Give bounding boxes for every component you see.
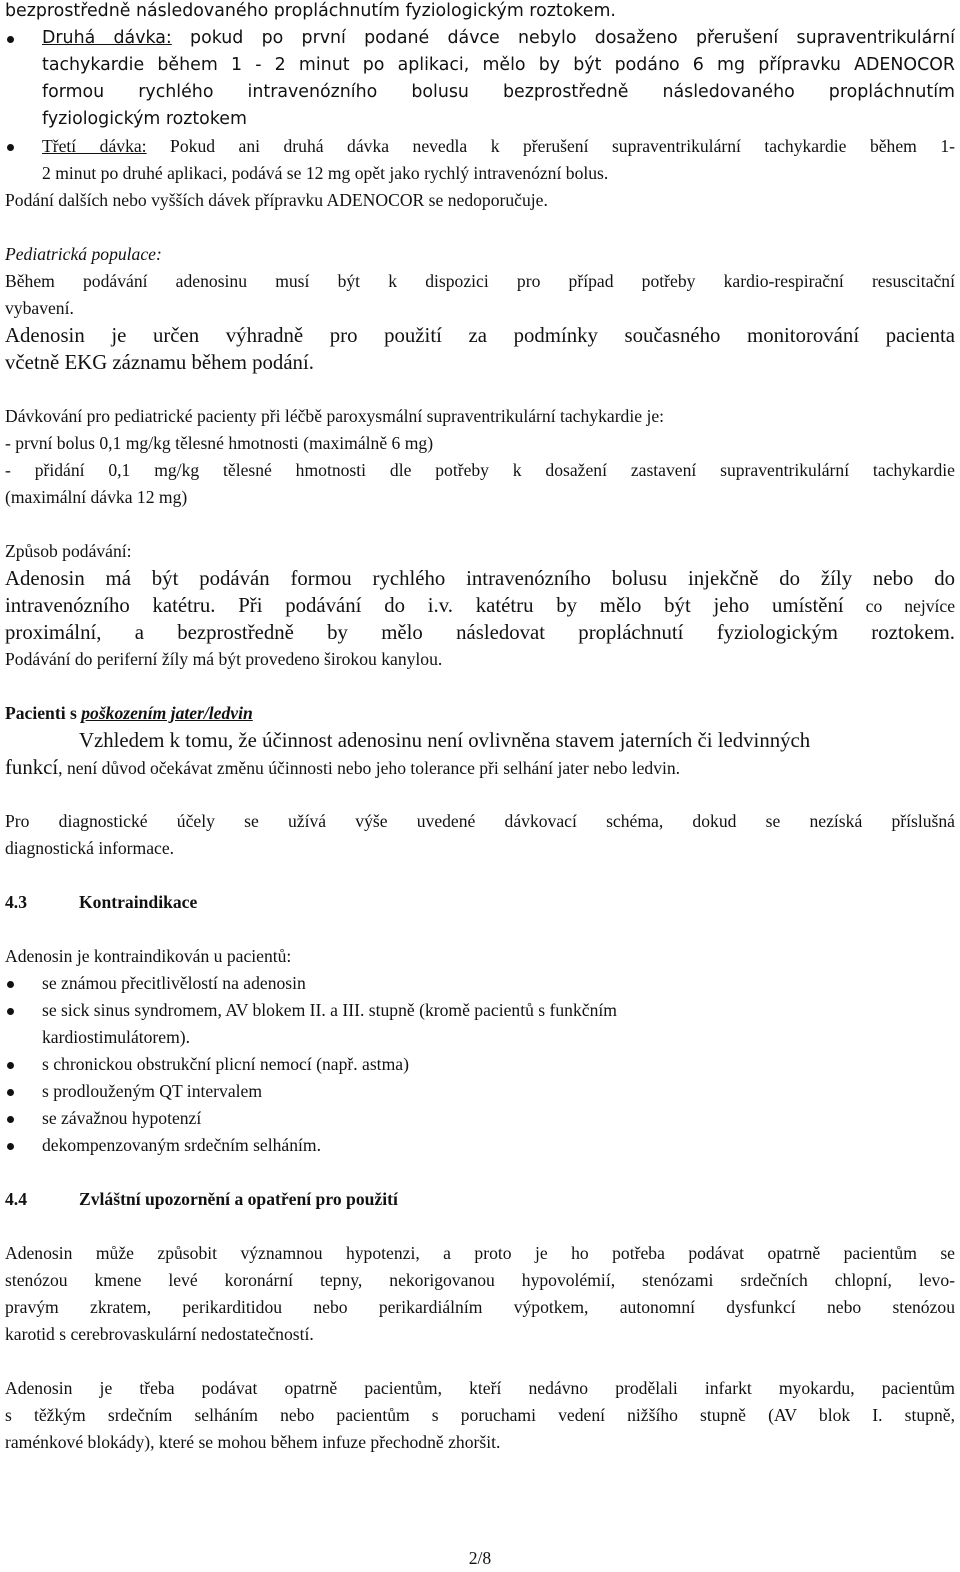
pediatric-heading: Pediatrická populace: [5, 244, 162, 264]
third-dose-label: Třetí dávka: [42, 136, 147, 156]
bullet-icon [7, 1089, 14, 1096]
administration-heading: Způsob podávání: [5, 541, 132, 561]
pediatric-dosing-intro: Dávkování pro pediatrické pacienty při léčbě paroxysmální supraventrikulární tachykardie je: [5, 406, 665, 426]
bullet-icon [7, 144, 14, 151]
dose-list [5, 25, 955, 187]
section-heading-4-4: 4.4 Zvláštní upozornění a opatření pro použití [5, 1189, 398, 1209]
hepatic-heading: Pacienti s poškozením jater/ledvin [5, 703, 253, 723]
section-heading-4-3: 4.3 Kontraindikace [5, 892, 198, 912]
paragraph-continuation: bezprostředně následovaného propláchnutím fyziologickým roztokem. [5, 1, 616, 21]
list-item-second-dose: Druhá dávka: pokud po první podané dávce nebylo dosaženo přerušení supraventrikulární tachykardie během 1 - 2 minut po aplikaci, mělo by být podáno 6 mg přípravku ADENOCOR formou rychlého intravenózního bolusu bezprostředně následovaného propláchnutím fyziologickým roztokem [5, 25, 955, 133]
contraindication-list [5, 970, 955, 1159]
bullet-icon [7, 1062, 14, 1069]
list-item: se známou přecitlivělostí na adenosin [5, 970, 955, 997]
bullet-icon [7, 36, 14, 43]
list-item: se závažnou hypotenzí [5, 1105, 955, 1132]
list-item: s prodlouženým QT intervalem [5, 1078, 955, 1105]
bullet-icon [7, 1143, 14, 1150]
bullet-icon [7, 981, 14, 988]
list-item-third-dose: Třetí dávka: Pokud ani druhá dávka nevedla k přerušení supraventrikulární tachykardie během 1- 2 minut po druhé aplikaci, podává se 12 mg opět jako rychlý intravenózní bolus. [5, 133, 955, 187]
not-recommended-note: Podání dalších nebo vyšších dávek přípravku ADENOCOR se nedoporučuje. [5, 190, 548, 210]
list-item: se sick sinus syndromem, AV blokem II. a III. stupně (kromě pacientů s funkčním kardiostimulátorem). [5, 997, 955, 1051]
list-item: dekompenzovaným srdečním selháním. [5, 1132, 955, 1159]
page-number: 2/8 [468, 1548, 492, 1568]
second-dose-label: Druhá dávka: [42, 28, 172, 48]
bullet-icon [7, 1008, 14, 1015]
contra-intro: Adenosin je kontraindikován u pacientů: [5, 946, 292, 966]
list-item: s chronickou obstrukční plicní nemocí (např. astma) [5, 1051, 955, 1078]
document-page: bezprostředně následovaného propláchnutím fyziologickým roztokem. Druhá dávka: pokud po první podané dávce nebylo dosaženo přerušení supraventrikulární tachykardie během 1 - 2 minut po aplikaci, mělo by být podáno 6 mg přípravku ADENOCOR formou rychlého intravenózního bolusu bezprostředně následovaného propláchnutím fyziologickým roztokem Třetí dávka: Pokud ani druhá dávka nevedla k přerušení supraventrikulární tachykardie během 1- 2 minut po druhé aplikaci, podává se 12 mg opět jako rychlý intravenózní bolus. Podání dalších nebo vyšších dávek přípravku ADENOCOR se nedoporučuje. Pediatrická populace: Během podávání adenosinu musí být k dispozici pro případ potřeby kardio-respirační resuscitační vybavení. Adenosin je určen výhradně pro použití za podmínky současného monitorování pacienta včetně EKG záznamu během podání. Dávkování pro pediatrické pacienty při léčbě paroxysmální supraventrikulární tachykardie je: - první bolus 0,1 mg/kg tělesné hmotnosti (maximálně 6 mg) - přidání 0,1 mg/kg tělesné hmotnosti dle potřeby k dosažení zastavení supraventrikulární tachykardie (maximální dávka 12 mg) Způsob podávání: Adenosin má být podáván formou rychlého intravenózního bolusu injekčně do žíly nebo do intravenózního katétru. Při podávání do i.v. katétru by mělo být jeho umístění co nejvíce proximální, a bezprostředně by mělo následovat propláchnutí fyziologickým roztokem. Podávání do periferní žíly má být provedeno širokou kanylou. Pacienti s poškozením jater/ledvin Vzhledem k tomu, že účinnost adenosinu není ovlivněna stavem jaterních či ledvinných funkcí, není důvod očekávat změnu účinnosti nebo jeho tolerance při selhání jater nebo ledvin. Pro diagnostické účely se užívá výše uvedené dávkovací schéma, dokud se nezíská příslušná diagnostická informace. 4.3 Kontraindikace Adenosin je kontraindikován u pacientů: se známou přecitlivělostí na adenosin se sick sinus syndromem, AV blokem II. a III. stupně (kromě pacientů s funkčním kardiostimulátorem). s chronickou obstrukční plicní nemocí (např. astma) s prodlouženým QT intervalem se závažnou hypotenzí dekompenzovaným srdečním selháním. 4.4 Zvláštní upozornění a opatření pro použití Adenosin může způsobit významnou hypotenzi, a proto je ho potřeba podávat opatrně pacientům se stenózou kmene levé koronární tepny, nekorigovanou hypovolémií, stenózami srdečních chlopní, levo- pravým zkratem, perikarditidou nebo perikardiálním výpotkem, autonomní dysfunkcí nebo stenózou karotid s cerebrovaskulární nedostatečností. Adenosin je třeba podávat opatrně pacientům, kteří nedávno prodělali infarkt myokardu, pacientům s těžkým srdečním selháním nebo pacientům s poruchami vedení nižšího stupně (AV blok I. stupně, raménkové blokády), které se mohou během infuze přechodně zhoršit. 2/8 [0, 0, 960, 1569]
bullet-icon [7, 1116, 14, 1123]
